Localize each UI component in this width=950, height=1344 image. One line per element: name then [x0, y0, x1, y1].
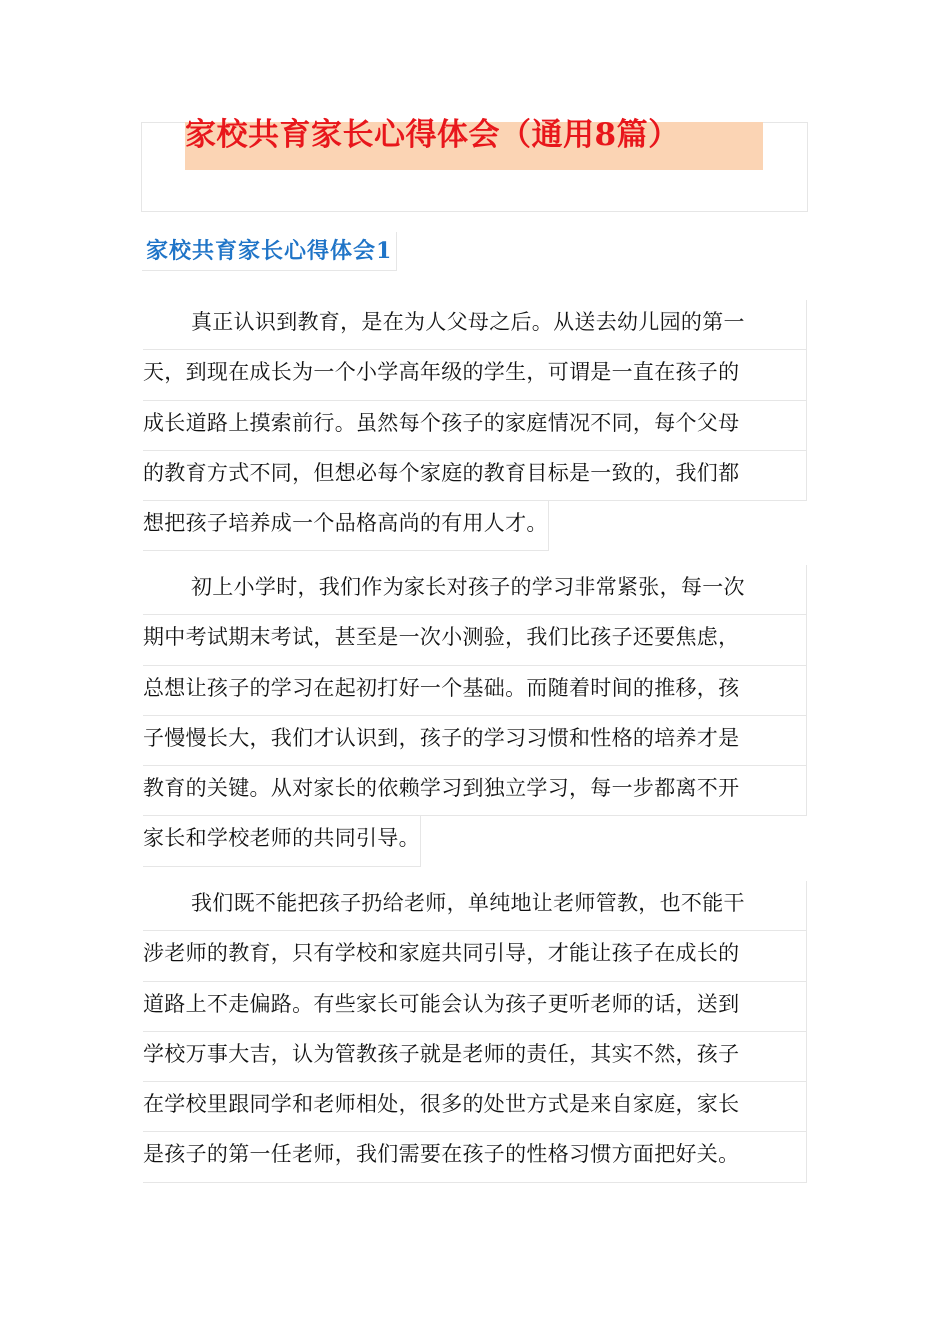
paragraph-line: 我们既不能把孩子扔给老师，单纯地让老师管教，也不能干	[143, 881, 807, 931]
paragraph-line: 家长和学校老师的共同引导。	[143, 816, 421, 866]
paragraph-line: 初上小学时，我们作为家长对孩子的学习非常紧张，每一次	[143, 565, 807, 615]
paragraph-line: 学校万事大吉，认为管教孩子就是老师的责任，其实不然，孩子	[143, 1032, 807, 1082]
paragraph-line: 子慢慢长大，我们才认识到，孩子的学习习惯和性格的培养才是	[143, 716, 807, 766]
paragraph-1	[143, 300, 807, 555]
paragraph-line: 道路上不走偏路。有些家长可能会认为孩子更听老师的话，送到	[143, 982, 807, 1032]
paragraph-2	[143, 565, 807, 871]
document-title: 家校共育家长心得体会（通用8篇）	[185, 117, 680, 153]
paragraph-line: 教育的关键。从对家长的依赖学习到独立学习，每一步都离不开	[143, 766, 807, 816]
paragraph-line: 涉老师的教育，只有学校和家庭共同引导，才能让孩子在成长的	[143, 931, 807, 981]
section-heading: 家校共育家长心得体会1	[142, 232, 397, 271]
paragraph-line: 期中考试期末考试，甚至是一次小测验，我们比孩子还要焦虑，	[143, 615, 807, 665]
paragraph-line: 成长道路上摸索前行。虽然每个孩子的家庭情况不同，每个父母	[143, 401, 807, 451]
paragraph-line: 想把孩子培养成一个品格高尚的有用人才。	[143, 501, 549, 551]
paragraph-line: 总想让孩子的学习在起初打好一个基础。而随着时间的推移，孩	[143, 666, 807, 716]
paragraph-line: 的教育方式不同，但想必每个家庭的教育目标是一致的，我们都	[143, 451, 807, 501]
paragraph-line: 天，到现在成长为一个小学高年级的学生，可谓是一直在孩子的	[143, 350, 807, 400]
paragraph-line: 是孩子的第一任老师，我们需要在孩子的性格习惯方面把好关。	[143, 1132, 807, 1182]
paragraph-line: 在学校里跟同学和老师相处，很多的处世方式是来自家庭，家长	[143, 1082, 807, 1132]
paragraph-3	[143, 881, 807, 1183]
paragraph-line: 真正认识到教育，是在为人父母之后。从送去幼儿园的第一	[143, 300, 807, 350]
